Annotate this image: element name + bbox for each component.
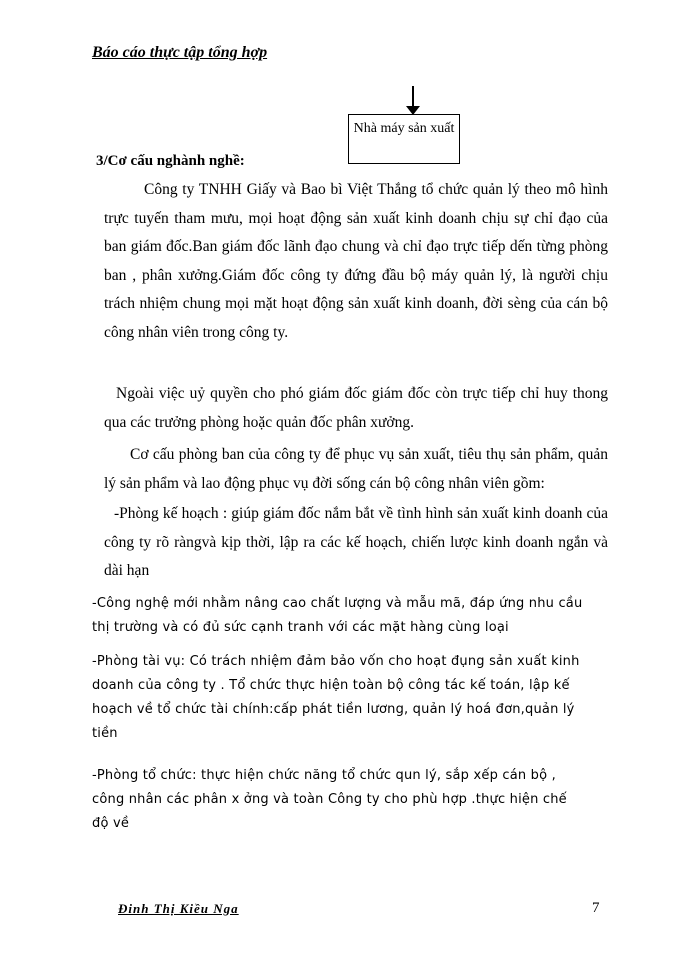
body-paragraph-organization-dept: -Phòng tổ chức: thực hiện chức năng tổ chức qun lý, sắp xếp cán bộ , công nhân các phân x ởng và toàn Công ty cho phù hợp .thực hiện chế độ về	[92, 768, 567, 831]
body-paragraph-finance-dept: -Phòng tài vụ: Có trách nhiệm đảm bảo vốn cho hoạt đụng sản xuất kinh doanh của công ty . Tổ chức thực hiện toàn bộ công tác kế toán, lập kế hoạch về tổ chức tài chính:cấp phát tiền lương, quản lý hoá đơn,quản lý tiền	[92, 654, 580, 741]
body-paragraph-delegation: Ngoài việc uỷ quyền cho phó giám đốc giám đốc còn trực tiếp chỉ huy thong qua các trưởng phòng hoặc quản đốc phân xưởng.	[104, 385, 608, 431]
body-paragraph-technology: -Công nghệ mới nhằm nâng cao chất lượng và mẫu mã, đáp ứng nhu cầu thị trường và có đủ sức cạnh tranh với các mặt hàng cùng loại	[92, 596, 583, 635]
body-paragraph-management: Công ty TNHH Giấy và Bao bì Việt Thắng tổ chức quản lý theo mô hình trực tuyến tham mưu, mọi hoạt động sản xuất kinh doanh chịu sự chỉ đạo của ban giám đốc.Ban giám đốc lãnh đạo chung và chỉ đạo trực tiếp dến từng phòng ban , phân xưởng.Giám đốc công ty đứng đầu bộ máy quản lý, là người chịu trách nhiệm chung mọi mặt hoạt động sản xuất kinh doanh, đời sèng của cán bộ công nhân viên trong công ty.	[104, 181, 608, 341]
document-header-title: Báo cáo thực tập tổng hợp	[92, 44, 268, 61]
footer-author: Đinh Thị Kiều Nga	[118, 901, 239, 916]
body-paragraph-departments-intro: Cơ cấu phòng ban của công ty để phục vụ sản xuất, tiêu thụ sản phẩm, quản lý sản phẩm và lao động phục vụ đời sống cán bộ công nhân viên gồm:	[104, 446, 608, 492]
page-number: 7	[592, 900, 600, 916]
section-heading: 3/Cơ cấu nghành nghề:	[96, 153, 245, 169]
org-chart-box: Nhà máy sản xuất	[348, 114, 460, 164]
body-paragraph-planning-dept: -Phòng kế hoạch : giúp giám đốc nắm bắt về tình hình sản xuất kinh doanh của công ty rõ ràngvà kịp thời, lập ra các kế hoạch, chiến lược kinh doanh ngắn và dài hạn	[104, 505, 608, 579]
